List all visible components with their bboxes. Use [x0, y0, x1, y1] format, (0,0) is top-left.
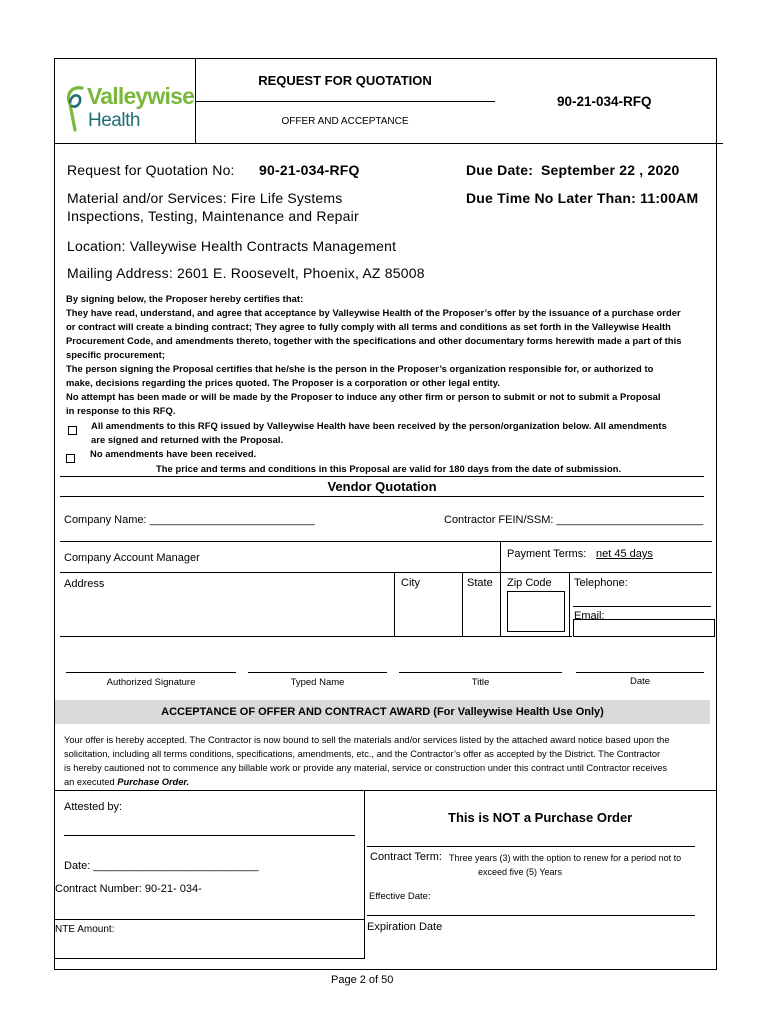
location: Location: Valleywise Health Contracts Management — [67, 238, 397, 254]
award-box-top — [54, 790, 717, 791]
amendments-received-checkbox[interactable] — [68, 422, 77, 440]
contract-term-value-line2: exceed five (5) Years — [478, 867, 563, 877]
logo-word-valleywise: Valleywise — [87, 83, 195, 109]
header-title-divider — [195, 101, 495, 102]
vendor-top-rule — [60, 476, 704, 477]
state-field[interactable]: State — [467, 577, 493, 589]
mailing-address: Mailing Address: 2601 E. Roosevelt, Phoenix, AZ 85008 — [67, 265, 425, 281]
acceptance-text-line: solicitation, including all terms conditions, specifications, amendments, etc., and the Contractor’s offer as accepted by the District. The Contractor — [64, 749, 661, 759]
validity-statement: The price and terms and conditions in this Proposal are valid for 180 days from the date of submission. — [156, 463, 622, 474]
email-input[interactable] — [573, 619, 715, 637]
valleywise-logo-mark-icon — [64, 82, 86, 134]
no-amendments-checkbox[interactable] — [66, 450, 75, 468]
typed-name-label: Typed Name — [290, 677, 345, 688]
contract-term-value-line1: Three years (3) with the option to renew for a period not to — [449, 853, 682, 863]
no-amendments-label: No amendments have been received. — [90, 448, 257, 459]
certification-p3-line: No attempt has been made or will be made by the Proposer to induce any other firm or person to submit or not to submit a Proposal — [66, 391, 661, 402]
address-field[interactable]: Address — [64, 578, 105, 590]
award-date-field[interactable]: Date: ___________________________ — [64, 860, 259, 872]
payment-terms-label: Payment Terms: — [507, 548, 587, 560]
payment-terms-value: net 45 days — [596, 548, 653, 560]
email-label: Email: — [574, 610, 605, 622]
rfq-no-label: Request for Quotation No: — [67, 162, 235, 178]
award-box-divider — [364, 790, 365, 958]
header-bottom-border — [54, 143, 723, 144]
effective-date-label: Effective Date: — [369, 891, 431, 902]
header-top-border — [54, 58, 717, 59]
certification-p1-line: specific procurement; — [66, 349, 165, 360]
authorized-signature-label: Authorized Signature — [106, 677, 196, 688]
attested-by-label: Attested by: — [64, 801, 123, 813]
typed-name-line[interactable] — [248, 672, 387, 673]
certification-block — [66, 292, 706, 418]
acceptance-last-prefix: an executed — [64, 777, 118, 787]
material-services-line1: Material and/or Services: Fire Life Systems — [67, 190, 343, 206]
nte-top-rule — [54, 919, 365, 920]
zip-code-label: Zip Code — [507, 577, 552, 589]
vendor-row-rule-3 — [60, 636, 572, 637]
effective-date-rule[interactable] — [367, 915, 695, 916]
expiration-date-label: Expiration Date — [367, 921, 443, 933]
vendor-heading-rule — [60, 496, 704, 497]
address-city-divider — [394, 572, 395, 636]
contract-number: Contract Number: 90-21- 034- — [55, 883, 202, 895]
valleywise-logo — [64, 80, 195, 136]
account-manager-field[interactable]: Company Account Manager — [64, 552, 200, 564]
fein-field[interactable]: Contractor FEIN/SSM: ________________________ — [444, 514, 704, 526]
rfq-no-value: 90-21-034-RFQ — [259, 162, 360, 178]
city-field[interactable]: City — [401, 577, 420, 589]
frame-right-border — [716, 58, 717, 970]
frame-left-border — [54, 58, 55, 970]
zip-code-input[interactable] — [507, 591, 565, 632]
acceptance-text — [64, 733, 710, 789]
title-label: Title — [471, 677, 490, 688]
contract-term-label: Contract Term: — [370, 851, 442, 863]
page-number: Page 2 of 50 — [331, 974, 394, 986]
vendor-row-rule-1 — [60, 541, 712, 542]
authorized-signature-line[interactable] — [66, 672, 236, 673]
logo-word-health: Health — [88, 110, 140, 131]
due-date-label: Due Date: — [466, 162, 534, 178]
form-title: REQUEST FOR QUOTATION — [258, 73, 432, 88]
acceptance-text-line: is hereby cautioned not to commence any billable work or provide any material, service or construction under this contract until Contractor receives — [64, 763, 668, 773]
due-date-value: September 22 , 2020 — [541, 162, 680, 178]
certification-intro: By signing below, the Proposer hereby certifies that: — [66, 293, 304, 304]
certification-p1-line: They have read, understand, and agree that acceptance by Valleywise Health of the Proposer’s offer by the issuance of a purchase order — [66, 307, 681, 318]
certification-p3-line: in response to this RFQ. — [66, 405, 176, 416]
certification-p1-line: or contract will create a binding contract; They agree to fully comply with all terms and conditions as set forth in the Valleywise Health — [66, 321, 671, 332]
amendments-received-line2: are signed and returned with the Proposal. — [91, 434, 284, 445]
amendments-received-line1: All amendments to this RFQ issued by Valleywise Health have been received by the person/organization below. All amendments — [91, 420, 667, 431]
certification-p1-line: Procurement Code, and amendments thereto, together with the specifications and other documentary forms herewith made a part of this — [66, 335, 682, 346]
due-time: Due Time No Later Than: 11:00AM — [466, 190, 699, 206]
date-line[interactable] — [576, 672, 704, 673]
rfq-number-header: 90-21-034-RFQ — [557, 94, 652, 109]
material-services-line2: Inspections, Testing, Maintenance and Repair — [67, 208, 359, 224]
nte-bottom-rule — [54, 958, 365, 959]
not-purchase-order: This is NOT a Purchase Order — [448, 810, 633, 825]
acceptance-text-line-last — [64, 775, 710, 789]
date-label: Date — [629, 676, 651, 687]
certification-p2-line: The person signing the Proposal certifies that he/she is the person in the Proposer’s organization responsible for, or authorized to — [66, 363, 654, 374]
vendor-quotation-heading: Vendor Quotation — [327, 479, 437, 494]
state-zip-divider — [500, 572, 501, 636]
purchase-order-emphasis: Purchase Order. — [117, 777, 190, 787]
telephone-rule — [573, 606, 711, 607]
nte-amount-label: NTE Amount: — [55, 924, 115, 935]
not-po-rule — [367, 846, 695, 847]
attested-by-line[interactable] — [64, 835, 355, 836]
certification-p2-line: make, decisions regarding the prices quoted. The Proposer is a corporation or other legal entity. — [66, 377, 500, 388]
acceptance-text-line: Your offer is hereby accepted. The Contractor is now bound to sell the materials and/or services listed by the attached award notice based upon the — [64, 735, 670, 745]
vendor-row-rule-2 — [60, 572, 712, 573]
payment-terms-divider — [500, 541, 501, 572]
telephone-field[interactable]: Telephone: — [574, 577, 628, 589]
zip-phone-divider — [569, 572, 570, 636]
title-line[interactable] — [399, 672, 562, 673]
frame-bottom-border — [54, 969, 717, 970]
acceptance-heading: ACCEPTANCE OF OFFER AND CONTRACT AWARD (For Valleywise Health Use Only) — [161, 706, 604, 718]
form-subtitle: OFFER AND ACCEPTANCE — [281, 116, 409, 127]
city-state-divider — [462, 572, 463, 636]
company-name-field[interactable]: Company Name: ___________________________ — [64, 514, 315, 526]
